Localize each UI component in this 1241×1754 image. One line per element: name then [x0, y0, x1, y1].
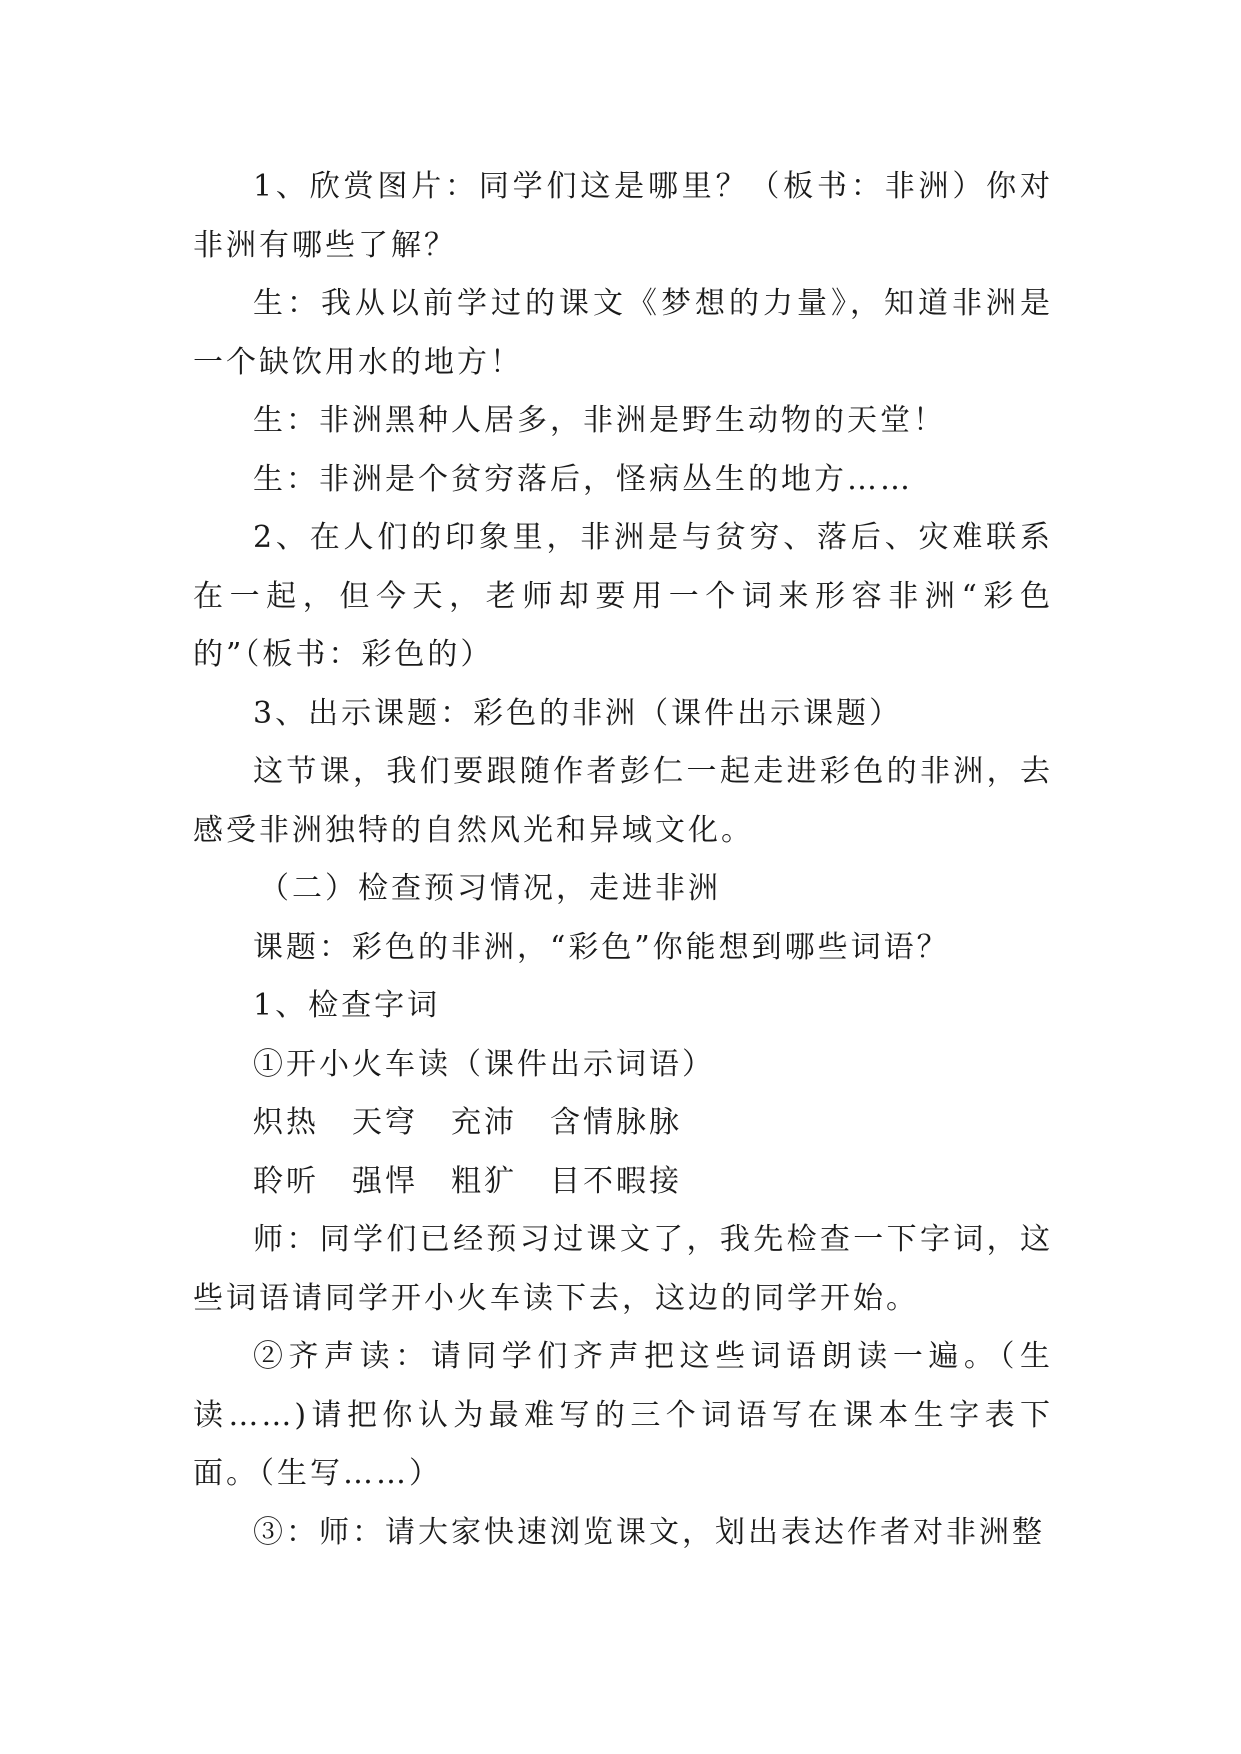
document-body [193, 158, 1053, 1562]
vocab-line-1: 炽热 天穹 充沛 含情脉脉 [253, 1105, 682, 1140]
paragraph-train-reading: ①开小火车读（课件出示词语） [253, 1046, 715, 1082]
paragraph-intro-question: 1、欣赏图片：同学们这是哪里？（板书：非洲）你对非洲有哪些了解？ [193, 169, 1053, 263]
paragraph-choral-reading: ②齐声读：请同学们齐声把这些词语朗读一遍。（生读……)请把你认为最难写的三个词语写在课本生字表下面。（生写……） [193, 1339, 1053, 1491]
paragraph-student-answer-2: 生：非洲黑种人居多，非洲是野生动物的天堂！ [253, 403, 946, 438]
paragraph-check-words: 1、检查字词 [253, 988, 441, 1023]
paragraph-lesson-goal: 这节课，我们要跟随作者彭仁一起走进彩色的非洲，去感受非洲独特的自然风光和异域文化。 [193, 754, 1053, 848]
vocab-line-2: 聆听 强悍 粗犷 目不暇接 [253, 1163, 682, 1199]
section-heading-preview-check: （二）检查预习情况，走进非洲 [259, 871, 721, 906]
paragraph-student-answer-1: 生：我从以前学过的课文《梦想的力量》，知道非洲是一个缺饮用水的地方！ [193, 286, 1053, 380]
paragraph-title-question: 课题：彩色的非洲，“彩色”你能想到哪些词语？ [253, 929, 950, 965]
paragraph-student-answer-3: 生：非洲是个贫穷落后，怪病丛生的地方…… [253, 461, 913, 497]
paragraph-skim-text: ③：师：请大家快速浏览课文，划出表达作者对非洲整 [253, 1514, 1045, 1550]
paragraph-teacher-check: 师：同学们已经预习过课文了，我先检查一下字词，这些词语请同学开小火车读下去，这边的同学开始。 [193, 1222, 1053, 1316]
paragraph-show-title: 3、出示课题：彩色的非洲（课件出示课题） [253, 695, 903, 731]
paragraph-impression: 2、在人们的印象里，非洲是与贫穷、落后、灾难联系在一起，但今天，老师却要用一个词来形容非洲“彩色的”（板书：彩色的） [193, 520, 1053, 672]
